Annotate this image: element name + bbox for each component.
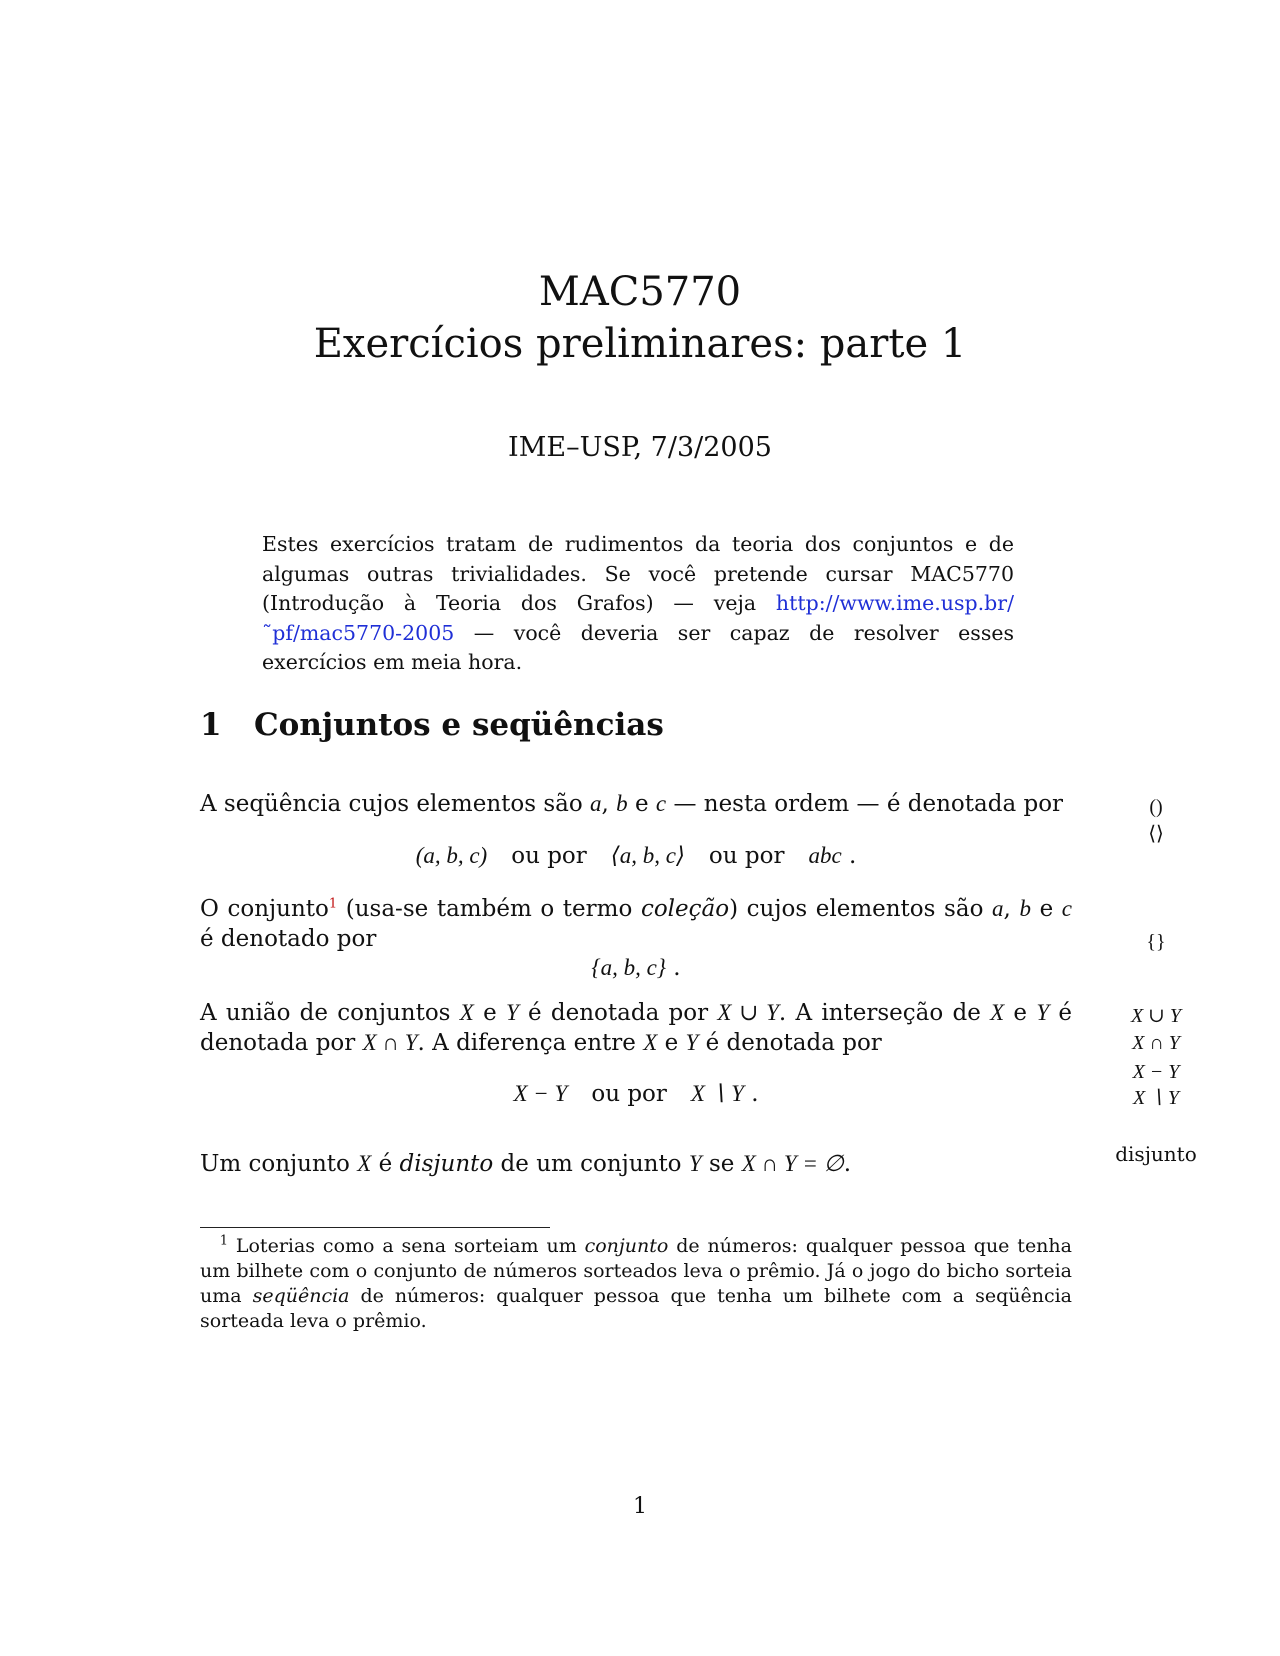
math-setminus: X ∖ Y	[690, 1081, 744, 1106]
math-a: a	[992, 896, 1004, 921]
footnote-rule	[200, 1227, 550, 1228]
text-period: .	[843, 1151, 852, 1177]
text: se	[701, 1151, 742, 1177]
section-title: Conjuntos e seqüências	[254, 707, 664, 743]
text-or: ou por	[591, 1081, 667, 1107]
display-set-notation	[200, 955, 1072, 981]
text-and: e	[664, 1030, 679, 1056]
text-emphasis: conjunto	[584, 1235, 669, 1257]
math-a: a	[590, 791, 602, 816]
abstract-text-end: — você deveria ser capaz de resolver esses exercícios em meia hora.	[262, 620, 1014, 674]
text: (usa-se também o termo	[337, 896, 641, 922]
text-and: e	[1039, 896, 1054, 922]
footnote	[200, 1234, 1072, 1334]
text: A união de conjuntos	[200, 1000, 460, 1026]
title-main: Exercícios preliminares: parte 1	[313, 321, 967, 367]
text: de um conjunto	[493, 1151, 689, 1177]
margin-note-intersection: X ∩ Y	[1132, 1032, 1180, 1054]
text-and: e	[1013, 1000, 1028, 1026]
text-period: .	[849, 843, 857, 869]
section-heading	[200, 707, 664, 743]
math-set: {a, b, c}	[591, 955, 666, 980]
math-intersection: X ∩ Y	[362, 1030, 418, 1055]
math-x: X	[643, 1030, 658, 1055]
footnote-reference[interactable]: 1	[328, 896, 338, 912]
text: . A diferença entre	[417, 1030, 644, 1056]
text-and: e	[634, 791, 649, 817]
math-b: b	[1019, 896, 1031, 921]
math-b: b	[616, 791, 628, 816]
author-date: IME–USP, 7/3/2005	[508, 432, 772, 463]
title-course: MAC5770	[538, 269, 742, 315]
math-y: Y	[505, 1000, 519, 1025]
paragraph-set	[200, 894, 1072, 954]
math-c: c	[655, 791, 667, 816]
math-x: X	[459, 1000, 474, 1025]
text: é denotada por	[698, 1030, 882, 1056]
math-tuple-angles: ⟨a, b, c⟩	[610, 843, 685, 868]
text-comma: ,	[1003, 896, 1011, 922]
text-emphasis: disjunto	[399, 1151, 494, 1177]
text-period: .	[673, 955, 681, 981]
text: Loterias como a sena sorteiam um	[228, 1235, 585, 1257]
text: . A interseção de	[778, 1000, 991, 1026]
margin-note-angles: ⟨⟩	[1148, 823, 1164, 845]
section-number: 1	[200, 707, 222, 743]
math-y: Y	[1036, 1000, 1050, 1025]
text-period: .	[751, 1081, 759, 1107]
math-disjoint: X ∩ Y = ∅	[741, 1151, 844, 1176]
margin-note-disjoint: disjunto	[1115, 1142, 1197, 1166]
text-comma: ,	[601, 791, 609, 817]
text: é denotado por	[200, 926, 377, 952]
course-link[interactable]: http://www.ime.usp.br/˜pf/mac5770-2005	[262, 591, 1014, 645]
text: é	[371, 1151, 400, 1177]
math-tuple-parens: (a, b, c)	[415, 843, 488, 868]
text: ) cujos elementos são	[729, 896, 993, 922]
page-title	[0, 266, 1280, 370]
math-difference: X − Y	[513, 1081, 568, 1106]
text: de números: qualquer pessoa que tenha um bilhete com a seqüência sorteada leva o prêmio.	[200, 1285, 1072, 1332]
text-or: ou por	[511, 843, 587, 869]
math-y: Y	[688, 1151, 702, 1176]
text: A seqüência cujos elementos são	[200, 791, 591, 817]
text: de números: qualquer pessoa que tenha um bilhete com o conjunto de números sorteados leva o prêmio. Já o jogo do bicho sorteia uma	[200, 1235, 1072, 1307]
margin-note-difference: X − Y	[1132, 1061, 1180, 1083]
display-difference-notation	[200, 1081, 1072, 1107]
abstract-text: Estes exercícios tratam de rudimentos da teoria dos conjuntos e de algumas outras trivialidades. Se você pretende cursar MAC5770 (Introdução à Teoria dos Grafos) — veja	[262, 532, 1014, 615]
text: — nesta ordem — é denotada por	[666, 791, 1064, 817]
math-x: X	[357, 1151, 372, 1176]
math-c: c	[1061, 896, 1073, 921]
paragraph-sequence	[200, 789, 1072, 819]
math-word: abc	[808, 843, 842, 868]
text-emphasis: coleção	[640, 896, 730, 922]
margin-note-union: X ∪ Y	[1130, 1005, 1182, 1027]
footnote-mark: 1	[219, 1233, 228, 1249]
margin-note-parens: ()	[1149, 796, 1163, 818]
paragraph-set-operations	[200, 998, 1072, 1058]
text: O conjunto	[200, 896, 329, 922]
display-sequence-notation	[200, 843, 1072, 869]
math-union: X ∪ Y	[717, 1000, 779, 1025]
math-y: Y	[685, 1030, 699, 1055]
text: é denotada por	[518, 1000, 718, 1026]
text-and: e	[483, 1000, 497, 1026]
text-emphasis: seqüência	[252, 1285, 350, 1307]
text: Um conjunto	[200, 1151, 358, 1177]
margin-note-braces: {}	[1146, 931, 1166, 953]
page-number: 1	[633, 1494, 647, 1519]
abstract	[262, 530, 1014, 678]
paragraph-disjoint	[200, 1149, 1072, 1179]
text-or: ou por	[708, 843, 785, 869]
text: é denotada por	[200, 1000, 1072, 1056]
math-x: X	[990, 1000, 1005, 1025]
margin-note-setminus: X ∖ Y	[1132, 1087, 1180, 1109]
